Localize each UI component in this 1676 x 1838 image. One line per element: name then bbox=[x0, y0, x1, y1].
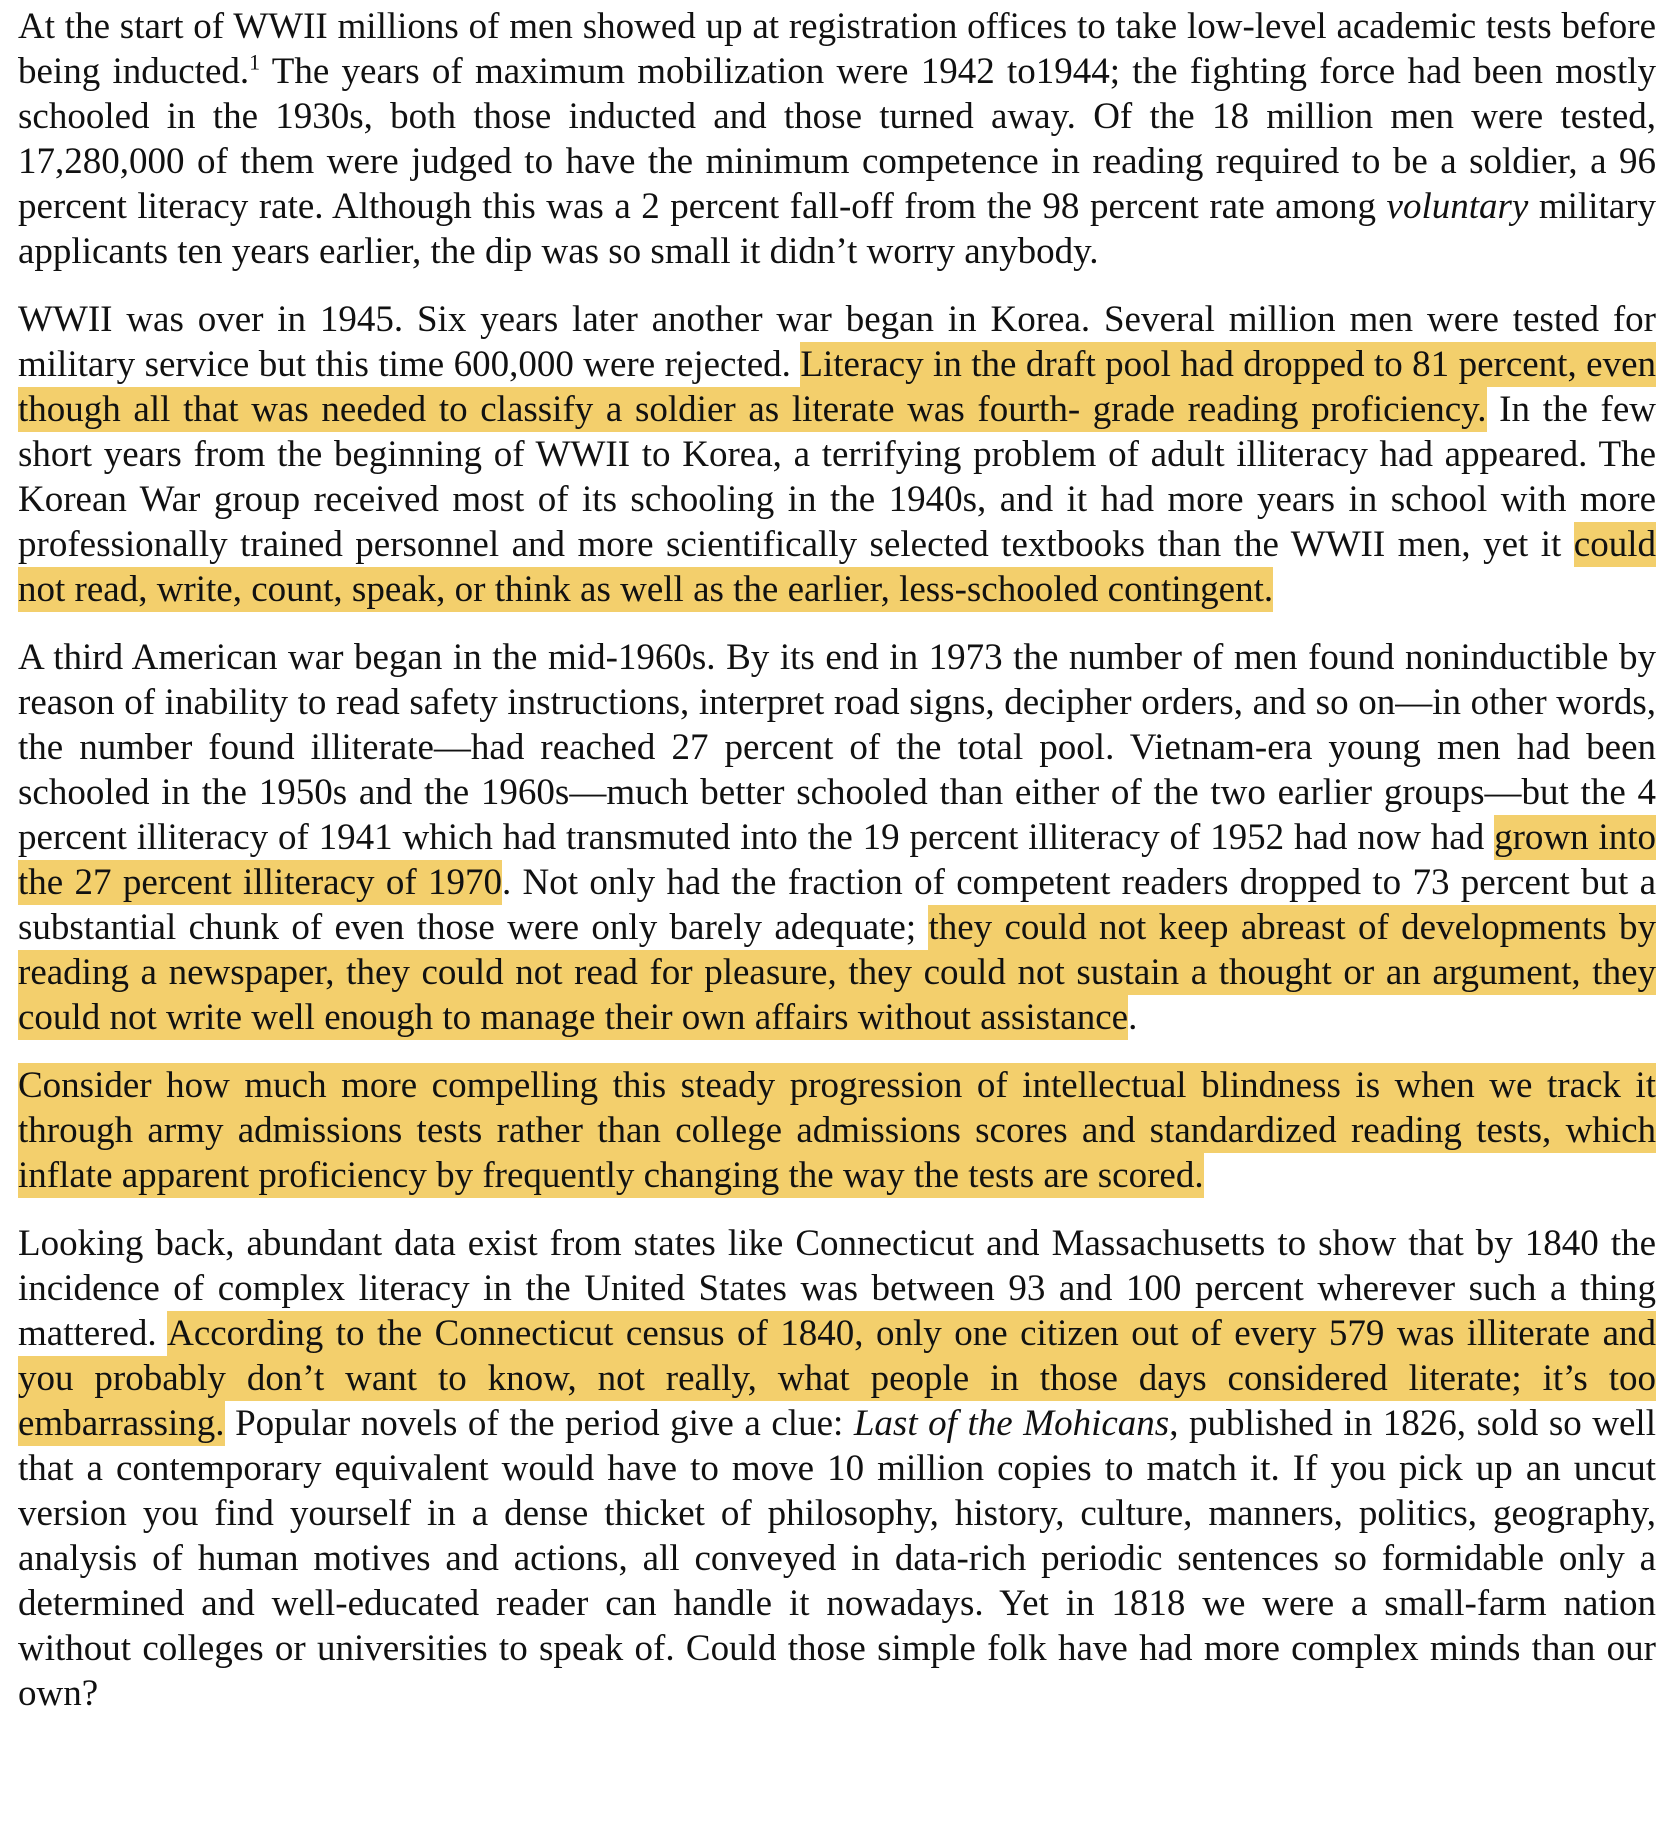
paragraph-2 bbox=[18, 297, 1656, 612]
paragraph-4 bbox=[18, 1063, 1656, 1198]
footnote-marker: 1 bbox=[249, 49, 261, 75]
highlighted-text: could not read, write, count, speak, or think as well as the earlier, less-schooled contingent. bbox=[18, 524, 1656, 610]
body-text: military applicants ten years earlier, the dip was so small it didn’t worry anybody. bbox=[18, 186, 1656, 272]
body-text: At the start of WWII millions of men showed up at registration offices to take low-level academic tests before being inducted. bbox=[18, 6, 1656, 92]
highlighted-text: they could not keep abreast of developments by reading a newspaper, they could not read for pleasure, they could not sustain a thought or an argument, they could not write well enough to manage their own affairs without assistance bbox=[18, 907, 1657, 1038]
paragraph-3 bbox=[18, 635, 1656, 1040]
paragraph-5 bbox=[18, 1221, 1656, 1716]
body-text: WWII was over in 1945. Six years later another war began in Korea. Several million men were tested for military service but this time 600,000 were rejected. bbox=[18, 299, 1656, 385]
highlighted-text: Literacy in the draft pool had dropped to 81 percent, even though all that was needed to classify a soldier as literate was fourth- grade reading proficiency. bbox=[18, 344, 1656, 430]
italic-text: voluntary bbox=[1386, 186, 1529, 227]
body-text: Looking back, abundant data exist from states like Connecticut and Massachusetts to show that by 1840 the incidence of complex literacy in the United States was between 93 and 100 percent wherever such a thing mattered. bbox=[18, 1223, 1656, 1354]
body-text: . Not only had the fraction of competent readers dropped to 73 percent but a substantial chunk of even those were only barely adequate; bbox=[18, 862, 1656, 948]
body-text: . bbox=[1128, 997, 1138, 1038]
body-text: Popular novels of the period give a clue: bbox=[224, 1403, 854, 1444]
highlighted-text: grown into the 27 percent illiteracy of 1970 bbox=[18, 817, 1656, 903]
body-text: In the few short years from the beginning of WWII to Korea, a terrifying problem of adult illiteracy had appeared. The Korean War group received most of its schooling in the 1940s, and it had more years in school with more professionally trained personnel and more scientifically selected textbooks than the WWII men, yet it bbox=[18, 389, 1656, 565]
paragraph-1 bbox=[18, 4, 1656, 274]
highlighted-text: Consider how much more compelling this steady progression of intellectual blindness is when we track it through army admissions tests rather than college admissions scores and standardized reading tests, which inflate apparent proficiency by frequently changing the way the tests are scored. bbox=[18, 1065, 1656, 1196]
italic-text: Last of the Mohicans bbox=[853, 1403, 1170, 1444]
body-text: , published in 1826, sold so well that a contemporary equivalent would have to move 10 million copies to match it. If you pick up an uncut version you find yourself in a dense thicket of philosophy, history, culture, manners, politics, geography, analysis of human motives and actions, all conveyed in data-rich periodic sentences so formidable only a determined and well-educated reader can handle it nowadays. Yet in 1818 we were a small-farm nation without colleges or universities to speak of. Could those simple folk have had more complex minds than our own? bbox=[18, 1403, 1656, 1714]
highlighted-text: According to the Connecticut census of 1840, only one citizen out of every 579 was illiterate and you probably don’t want to know, not really, what people in those days considered literate; it’s too embarrassing. bbox=[18, 1313, 1656, 1444]
body-text: A third American war began in the mid-1960s. By its end in 1973 the number of men found noninductible by reason of inability to read safety instructions, interpret road signs, decipher orders, and so on—in other words, the number found illiterate—had reached 27 percent of the total pool. Vietnam-era young men had been schooled in the 1950s and the 1960s—much better schooled than either of the two earlier groups—but the 4 percent illiteracy of 1941 which had transmuted into the 19 percent illiteracy of 1952 had now had bbox=[18, 637, 1656, 858]
body-text: The years of maximum mobilization were 1942 to1944; the fighting force had been mostly schooled in the 1930s, both those inducted and those turned away. Of the 18 million men were tested, 17,280,000 of them were judged to have the minimum competence in reading required to be a soldier, a 96 percent literacy rate. Although this was a 2 percent fall-off from the 98 percent rate among bbox=[18, 51, 1657, 227]
